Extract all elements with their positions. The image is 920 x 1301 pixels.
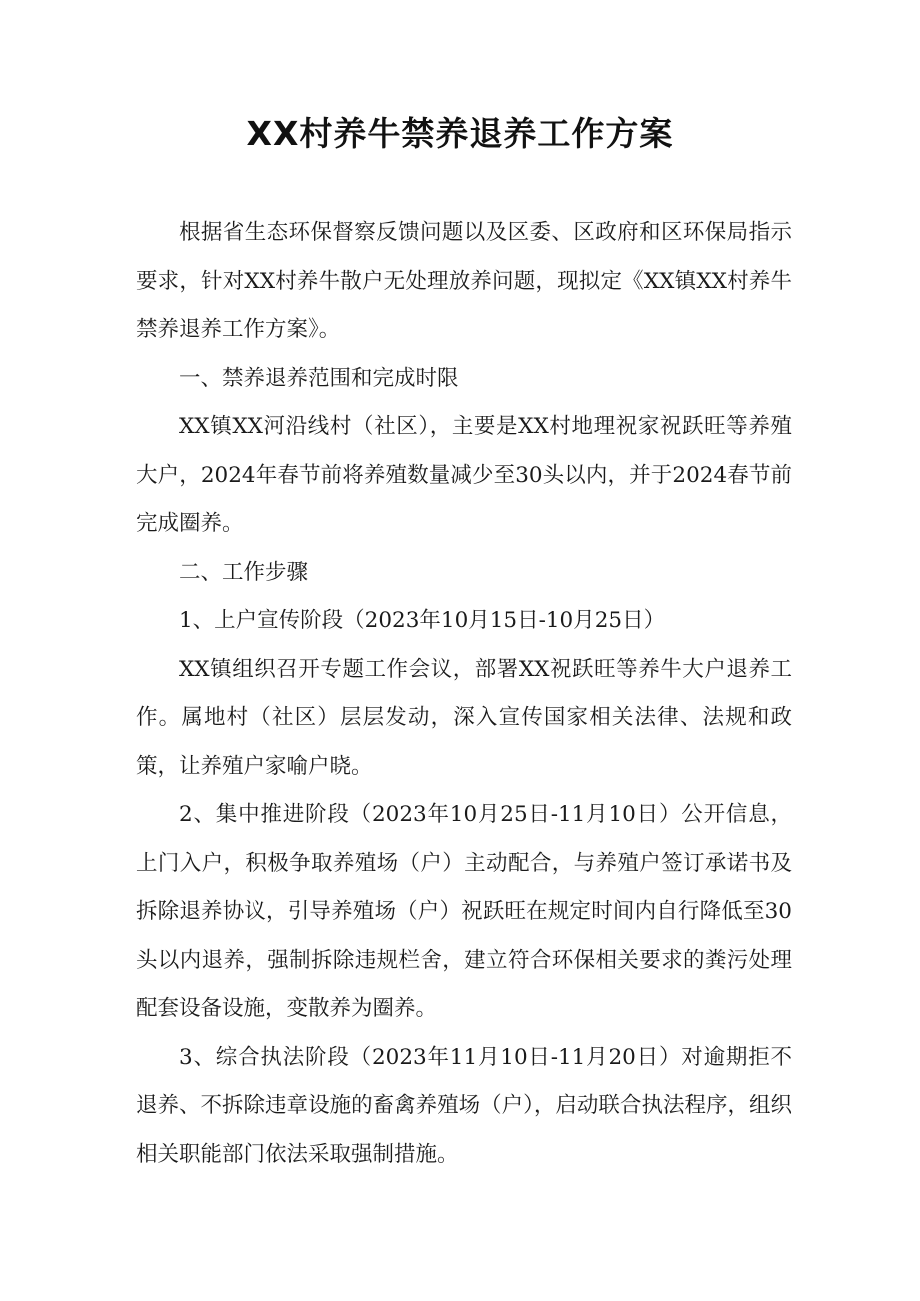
document-body — [136, 209, 792, 1179]
paragraph-step-3: 3、综合执法阶段（2023年11月10日-11月20日）对逾期拒不退养、不拆除违章设施的畜禽养殖场（户），启动联合执法程序，组织相关职能部门依法采取强制措施。 — [136, 1044, 792, 1167]
paragraph-step-1: XX镇组织召开专题工作会议，部署XX祝跃旺等养牛大户退养工作。属地村（社区）层层发动，深入宣传国家相关法律、法规和政策，让养殖户家喻户晓。 — [136, 656, 792, 779]
paragraph-step-2: 2、集中推进阶段（2023年10月25日-11月10日）公开信息，上门入户，积极争取养殖场（户）主动配合，与养殖户签订承诺书及拆除退养协议，引导养殖场（户）祝跃旺在规定时间内自行降低至30头以内退养，强制拆除违规栏舍，建立符合环保相关要求的粪污处理配套设备设施，变散养为圈养。 — [136, 802, 792, 1021]
paragraph-intro: 根据省生态环保督察反馈问题以及区委、区政府和区环保局指示要求，针对XX村养牛散户无处理放养问题，现拟定《XX镇XX村养牛禁养退养工作方案》。 — [136, 220, 792, 342]
heading-scope: 一、禁养退养范围和完成时限 — [179, 365, 459, 391]
heading-step-1: 1、上户宣传阶段（2023年10月15日-10月25日） — [179, 608, 666, 633]
document-title: XX村养牛禁养退养工作方案 — [246, 114, 674, 153]
heading-steps: 二、工作步骤 — [179, 559, 309, 585]
paragraph-scope: XX镇XX河沿线村（社区），主要是XX村地理祝家祝跃旺等养殖大户，2024年春节前将养殖数量减少至30头以内，并于2024春节前完成圈养。 — [136, 414, 792, 536]
